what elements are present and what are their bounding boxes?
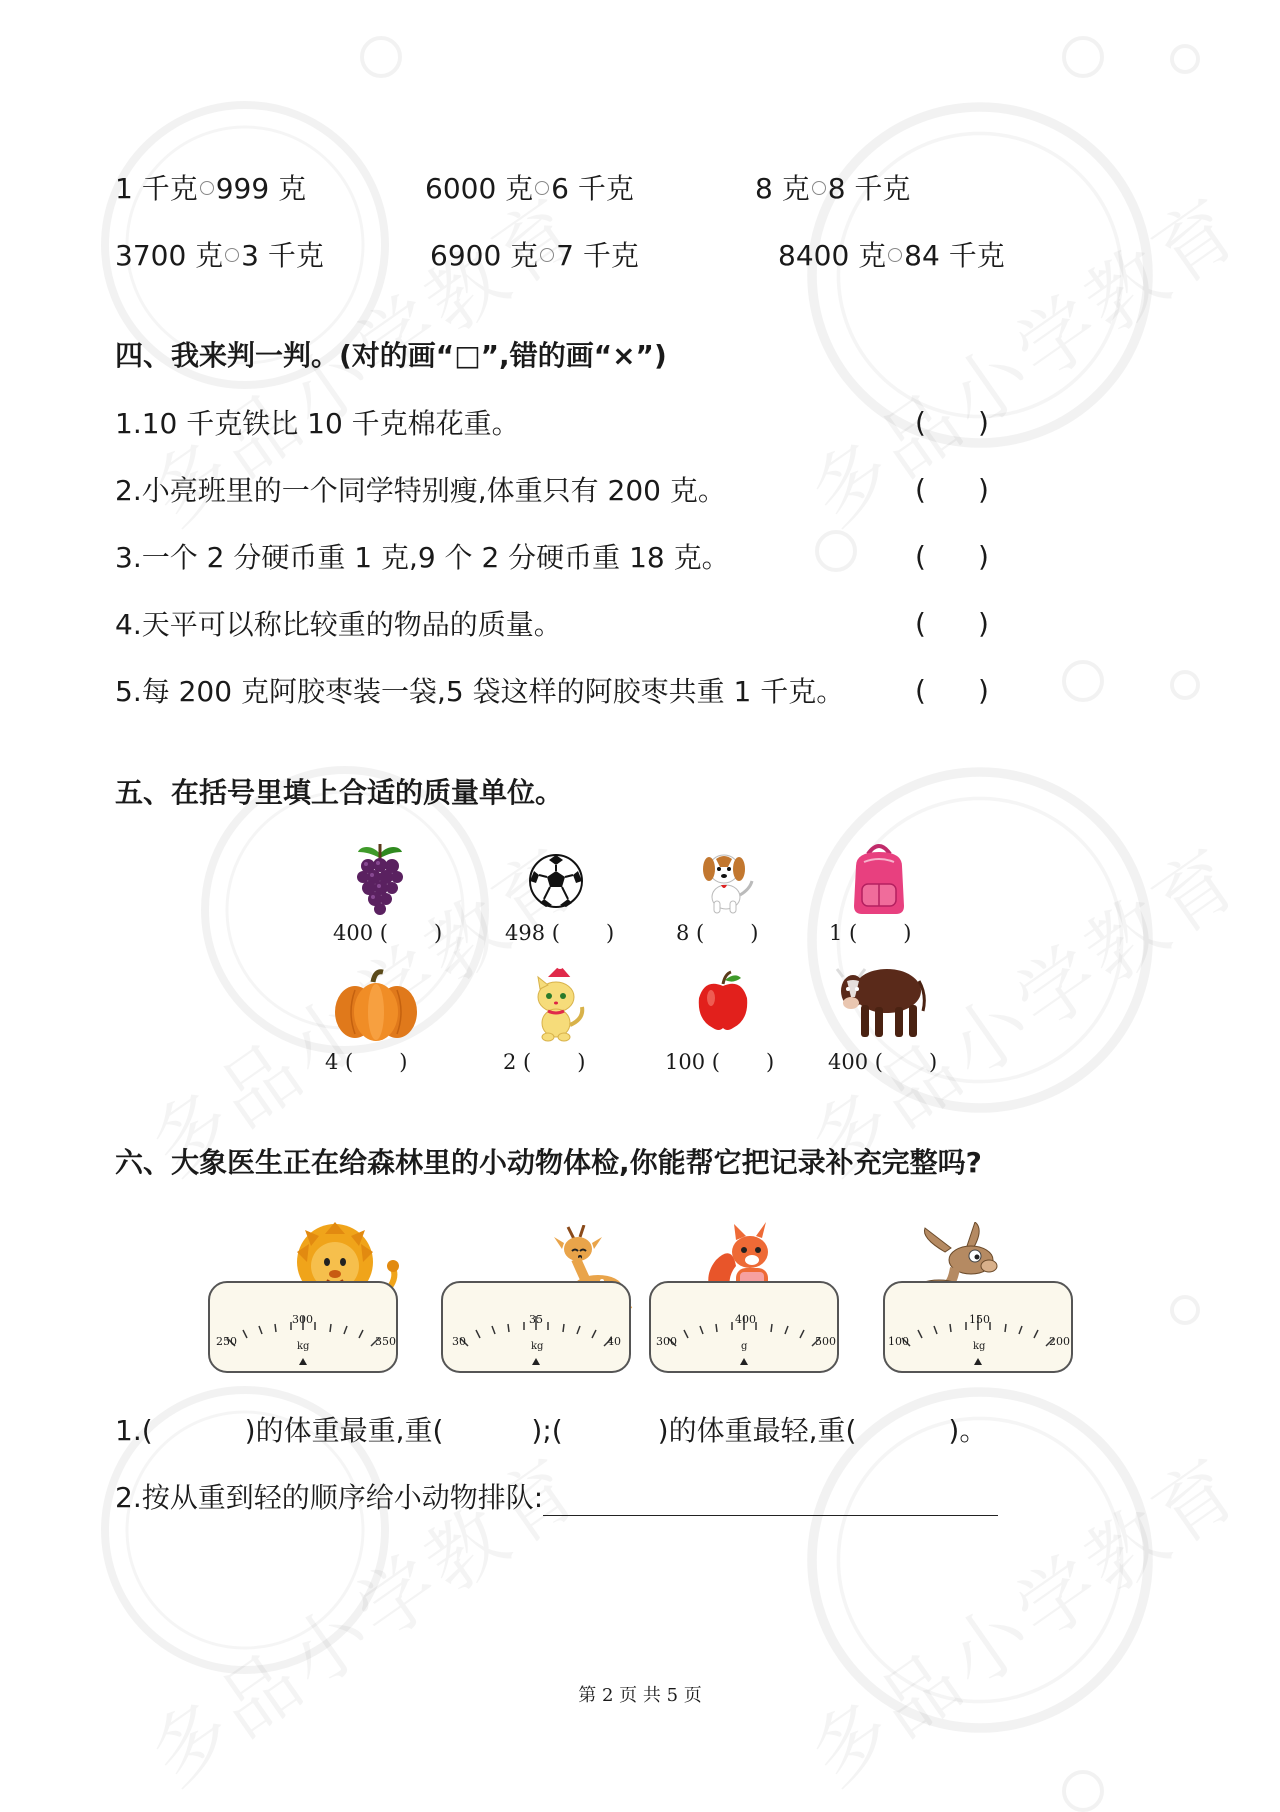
watermark-dot [1170,44,1200,74]
watermark-seal [800,95,1160,455]
pumpkin-icon [333,968,419,1042]
scale-max: 500 [815,1335,836,1348]
scale-unit: g [741,1341,748,1352]
comparison-item: 6900 克 7 千克 [430,239,639,272]
watermark-dot [1062,1770,1104,1812]
section-five-heading: 五、在括号里填上合适的质量单位。 [115,776,564,809]
scale-max: 40 [607,1335,621,1348]
scale-unit: kg [973,1341,986,1352]
answer-bracket[interactable]: ( ) [915,540,989,573]
fill-unit-item: 4 ( ) [325,1050,408,1074]
answer-bracket[interactable]: ( ) [915,406,989,439]
section-six-heading: 六、大象医生正在给森林里的小动物体检,你能帮它把记录补充完整吗? [115,1146,982,1179]
weighing-scale [882,1280,1074,1374]
compare-circle[interactable] [540,248,554,262]
scale-mid: 400 [735,1313,756,1326]
judge-item: 4.天平可以称比较重的物品的质量。 [115,608,562,641]
scale-unit: kg [531,1341,544,1352]
puppy-icon [694,845,756,915]
comparison-item: 1 千克 999 克 [115,172,307,205]
page-footer: 第 2 页 共 5 页 [578,1685,702,1706]
weighing-scale [440,1280,632,1374]
compare-circle[interactable] [888,248,902,262]
weighing-scale [648,1280,840,1374]
compare-circle[interactable] [225,248,239,262]
judge-item: 5.每 200 克阿胶枣装一袋,5 袋这样的阿胶枣共重 1 千克。 [115,675,845,708]
scale-mid: 150 [969,1313,990,1326]
scale-min: 100 [888,1335,909,1348]
compare-circle[interactable] [200,181,214,195]
fill-unit-item: 400 ( ) [333,921,443,945]
watermark-dot [815,530,857,572]
answer-bracket[interactable]: ( ) [915,674,989,707]
weighing-scale [207,1280,399,1374]
comparison-item: 6000 克 6 千克 [425,172,634,205]
comparison-item: 3700 克 3 千克 [115,239,324,272]
watermark-dot [360,36,402,78]
fill-unit-item: 8 ( ) [676,921,759,945]
fill-unit-item: 400 ( ) [828,1050,938,1074]
answer-bracket[interactable]: ( ) [915,607,989,640]
answer-line[interactable] [543,1487,998,1516]
scale-min: 30 [452,1335,466,1348]
grapes-icon [350,840,410,915]
scale-mid: 300 [292,1313,313,1326]
question-one: 1.( )的体重最重,重( );( )的体重最轻,重( )。 [115,1414,988,1447]
judge-item: 3.一个 2 分硬币重 1 克,9 个 2 分硬币重 18 克。 [115,541,730,574]
watermark-dot [1170,670,1200,700]
backpack-icon [848,840,910,915]
scale-min: 300 [656,1335,677,1348]
apple-icon [695,970,751,1032]
question-two: 2.按从重到轻的顺序给小动物排队: [115,1480,998,1516]
watermark-text [783,166,1260,547]
watermark-dot [1062,36,1104,78]
scale-max: 350 [375,1335,396,1348]
compare-circle[interactable] [812,181,826,195]
answer-bracket[interactable]: ( ) [915,473,989,506]
comparison-item: 8 克 8 千克 [755,172,911,205]
comparison-item: 8400 克 84 千克 [778,239,1005,272]
judge-item: 2.小亮班里的一个同学特别瘦,体重只有 200 克。 [115,474,726,507]
fill-unit-item: 2 ( ) [503,1050,586,1074]
kitten-icon [522,963,592,1043]
fill-unit-item: 1 ( ) [829,921,912,945]
fill-unit-item: 100 ( ) [665,1050,775,1074]
scale-max: 200 [1049,1335,1070,1348]
fill-unit-item: 498 ( ) [505,921,615,945]
compare-circle[interactable] [535,181,549,195]
soccer-ball-icon [528,853,584,909]
scale-mid: 35 [529,1313,543,1326]
scale-unit: kg [297,1341,310,1352]
watermark-dot [1170,1295,1200,1325]
judge-item: 1.10 千克铁比 10 千克棉花重。 [115,407,520,440]
cow-icon [833,955,927,1043]
section-four-heading: 四、我来判一判。(对的画“□”,错的画“×”) [115,339,667,372]
scale-min: 250 [216,1335,237,1348]
watermark-dot [1062,660,1104,702]
